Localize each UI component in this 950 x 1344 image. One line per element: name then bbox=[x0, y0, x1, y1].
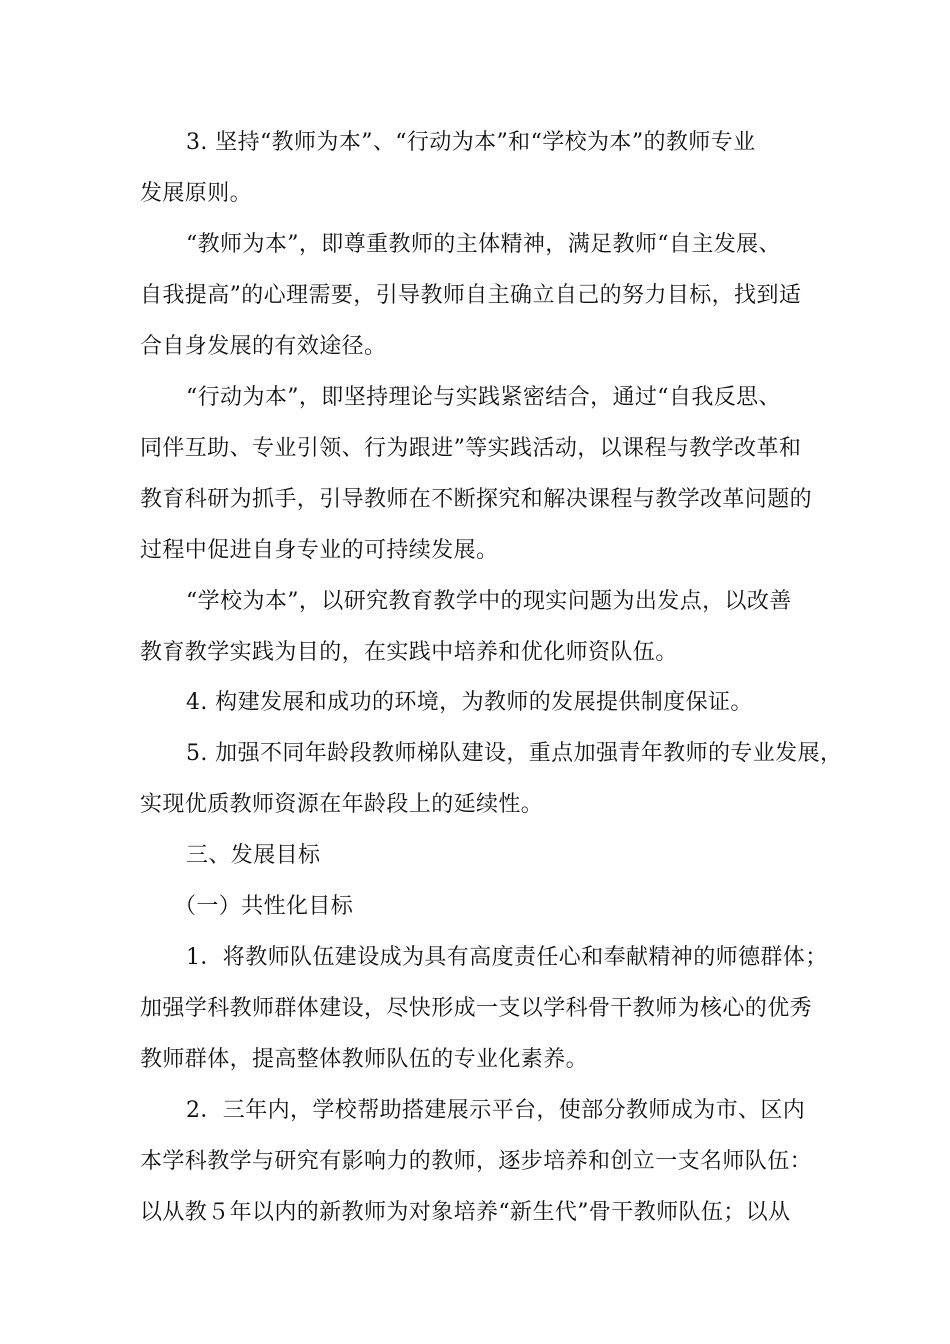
text-line: 加强学科教师群体建设，尽快形成一支以学科骨干教师为核心的优秀 bbox=[140, 996, 813, 1021]
text-line: 发展原则。 bbox=[140, 181, 253, 206]
text-line: 以从教５年以内的新教师为对象培养“新生代”骨干教师队伍；以从 bbox=[140, 1200, 791, 1225]
text-line: 教育科研为抓手，引导教师在不断探究和解决课程与教学改革问题的 bbox=[140, 487, 813, 512]
text-line: “学校为本”，以研究教育教学中的现实问题为出发点，以改善 bbox=[186, 589, 792, 614]
text-line: 自我提高”的心理需要，引导教师自主确立自己的努力目标，找到适 bbox=[140, 283, 802, 308]
text-line: 1．将教师队伍建设成为具有高度责任心和奉献精神的师德群体； bbox=[186, 945, 828, 970]
subsection-heading: （一）共性化目标 bbox=[174, 894, 354, 919]
text-line: 教师群体，提高整体教师队伍的专业化素养。 bbox=[140, 1047, 589, 1072]
section-heading: 三、发展目标 bbox=[186, 843, 321, 868]
text-line: 合自身发展的有效途径。 bbox=[140, 334, 387, 359]
text-line: “教师为本”，即尊重教师的主体精神，满足教师“自主发展、 bbox=[186, 232, 781, 257]
text-line: 同伴互助、专业引领、行为跟进”等实践活动，以课程与教学改革和 bbox=[140, 436, 802, 461]
text-line: 本学科教学与研究有影响力的教师，逐步培养和创立一支名师队伍： bbox=[140, 1149, 813, 1174]
text-line: “行动为本”，即坚持理论与实践紧密结合，通过“自我反思、 bbox=[186, 385, 781, 410]
text-line: 2．三年内，学校帮助搭建展示平台，使部分教师成为市、区内 bbox=[186, 1098, 806, 1123]
text-line: 实现优质教师资源在年龄段上的延续性。 bbox=[140, 792, 544, 817]
text-line: 教育教学实践为目的，在实践中培养和优化师资队伍。 bbox=[140, 640, 678, 665]
text-line: 3. 坚持“教师为本”、“行动为本”和“学校为本”的教师专业 bbox=[186, 130, 756, 155]
text-line: 过程中促进自身专业的可持续发展。 bbox=[140, 538, 499, 563]
text-line: 4. 构建发展和成功的环境，为教师的发展提供制度保证。 bbox=[186, 690, 753, 715]
text-line: 5. 加强不同年龄段教师梯队建设，重点加强青年教师的专业发展， bbox=[186, 741, 843, 766]
